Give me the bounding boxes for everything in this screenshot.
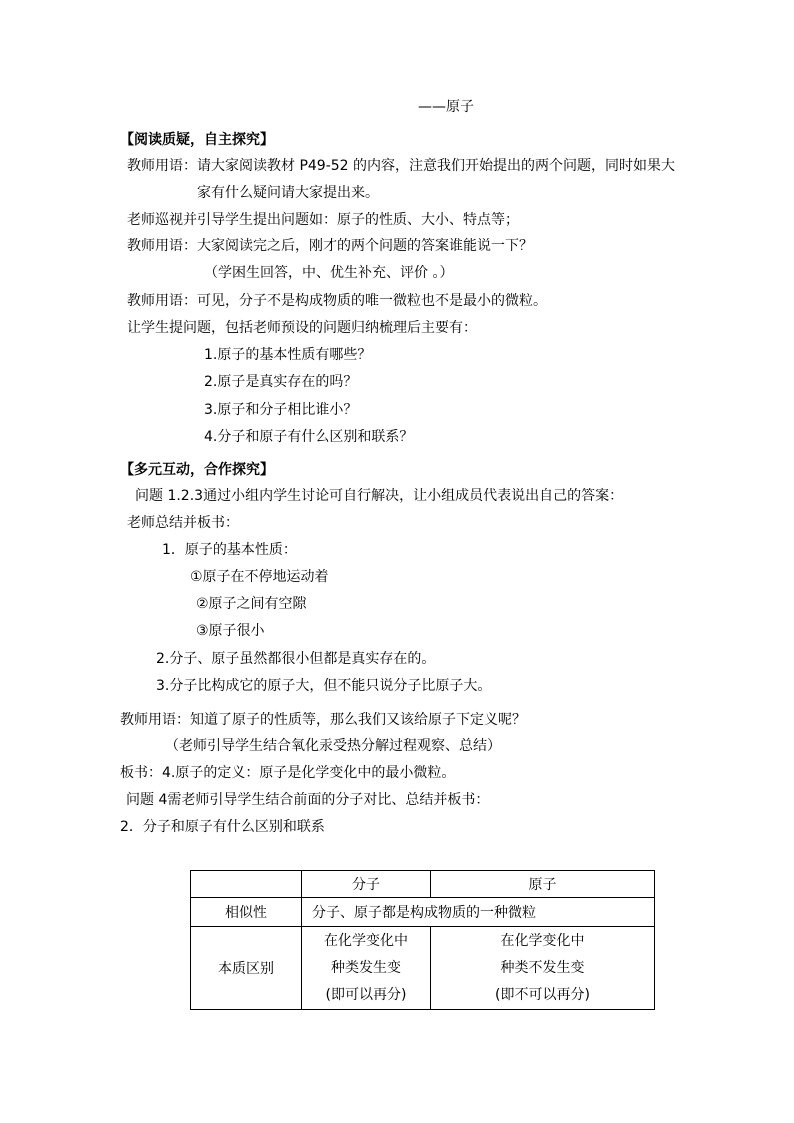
question-item: 3.原子和分子相比谁小？	[204, 402, 358, 418]
question-item: 4.分子和原子有什么区别和联系？	[204, 429, 414, 445]
table-row-difference	[191, 927, 655, 1010]
paragraph-line: 家有什么疑问请大家提出来。	[197, 185, 379, 201]
table-header-molecule: 分子	[302, 871, 431, 898]
comparison-table	[190, 870, 655, 1010]
section-heading-reading: 【阅读质疑，自主探究】	[120, 132, 274, 148]
molecule-line: 种类发生变	[331, 959, 401, 976]
paragraph-line: 老师总结并板书：	[127, 515, 239, 531]
board-point: 1．原子的基本性质：	[162, 542, 297, 558]
atom-line: (即不可以再分)	[495, 986, 590, 1003]
section-heading-interaction: 【多元互动，合作探究】	[120, 462, 274, 478]
paragraph-line: 教师用语：请大家阅读教材 P49-52 的内容，注意我们开始提出的两个问题，同时如果大	[127, 158, 676, 174]
atom-line: 在化学变化中	[500, 932, 585, 949]
paragraph-line: 让学生提问题，包括老师预设的问题归纳梳理后主要有：	[127, 320, 477, 336]
property-item: ③原子很小	[196, 623, 265, 639]
property-item: ②原子之间有空隙	[196, 596, 307, 612]
question-item: 1.原子的基本性质有哪些？	[204, 347, 372, 363]
question-item: 2.原子是真实存在的吗？	[204, 374, 358, 390]
molecule-difference-cell	[302, 927, 431, 1010]
similarity-text: 分子、原子都是构成物质的一种微粒	[302, 898, 655, 927]
page-title: ——原子	[418, 99, 474, 115]
paragraph-line: （老师引导学生结合氧化汞受热分解过程观察、总结）	[165, 738, 501, 754]
paragraph-line: 2．分子和原子有什么区别和联系	[120, 819, 325, 835]
table-header-empty	[191, 871, 302, 898]
molecule-line: 在化学变化中	[324, 932, 408, 949]
paragraph-line: 问题 4需老师引导学生结合前面的分子对比、总结并板书：	[126, 792, 490, 808]
paragraph-line: 教师用语：知道了原子的性质等，那么我们又该给原子下定义呢？	[120, 712, 526, 728]
molecule-line: (即可以再分)	[325, 986, 407, 1003]
board-point: 2.分子、原子虽然都很小但都是真实存在的。	[156, 651, 436, 667]
paragraph-line: 板书：4.原子的定义：原子是化学变化中的最小微粒。	[120, 765, 456, 781]
row-label-difference: 本质区别	[191, 927, 302, 1010]
row-label-similarity: 相似性	[191, 898, 302, 927]
paragraph-line: 老师巡视并引导学生提出问题如：原子的性质、大小、特点等；	[127, 212, 519, 228]
property-item: ①原子在不停地运动着	[190, 569, 329, 585]
atom-difference-cell	[431, 927, 655, 1010]
paragraph-line: 问题 1.2.3通过小组内学生讨论可自行解决，让小组成员代表说出自己的答案：	[135, 488, 624, 504]
table-row-similarity	[191, 898, 655, 927]
table-header-atom: 原子	[431, 871, 655, 898]
paragraph-line: 教师用语：大家阅读完之后，刚才的两个问题的答案谁能说一下？	[127, 238, 533, 254]
board-point: 3.分子比构成它的原子大，但不能只说分子比原子大。	[156, 678, 492, 694]
paragraph-line: （学困生回答，中、优生补充、评价 。）	[204, 265, 454, 281]
paragraph-line: 教师用语：可见，分子不是构成物质的唯一微粒也不是最小的微粒。	[127, 293, 547, 309]
table-header-row	[191, 871, 655, 898]
atom-line: 种类不发生变	[500, 959, 585, 976]
